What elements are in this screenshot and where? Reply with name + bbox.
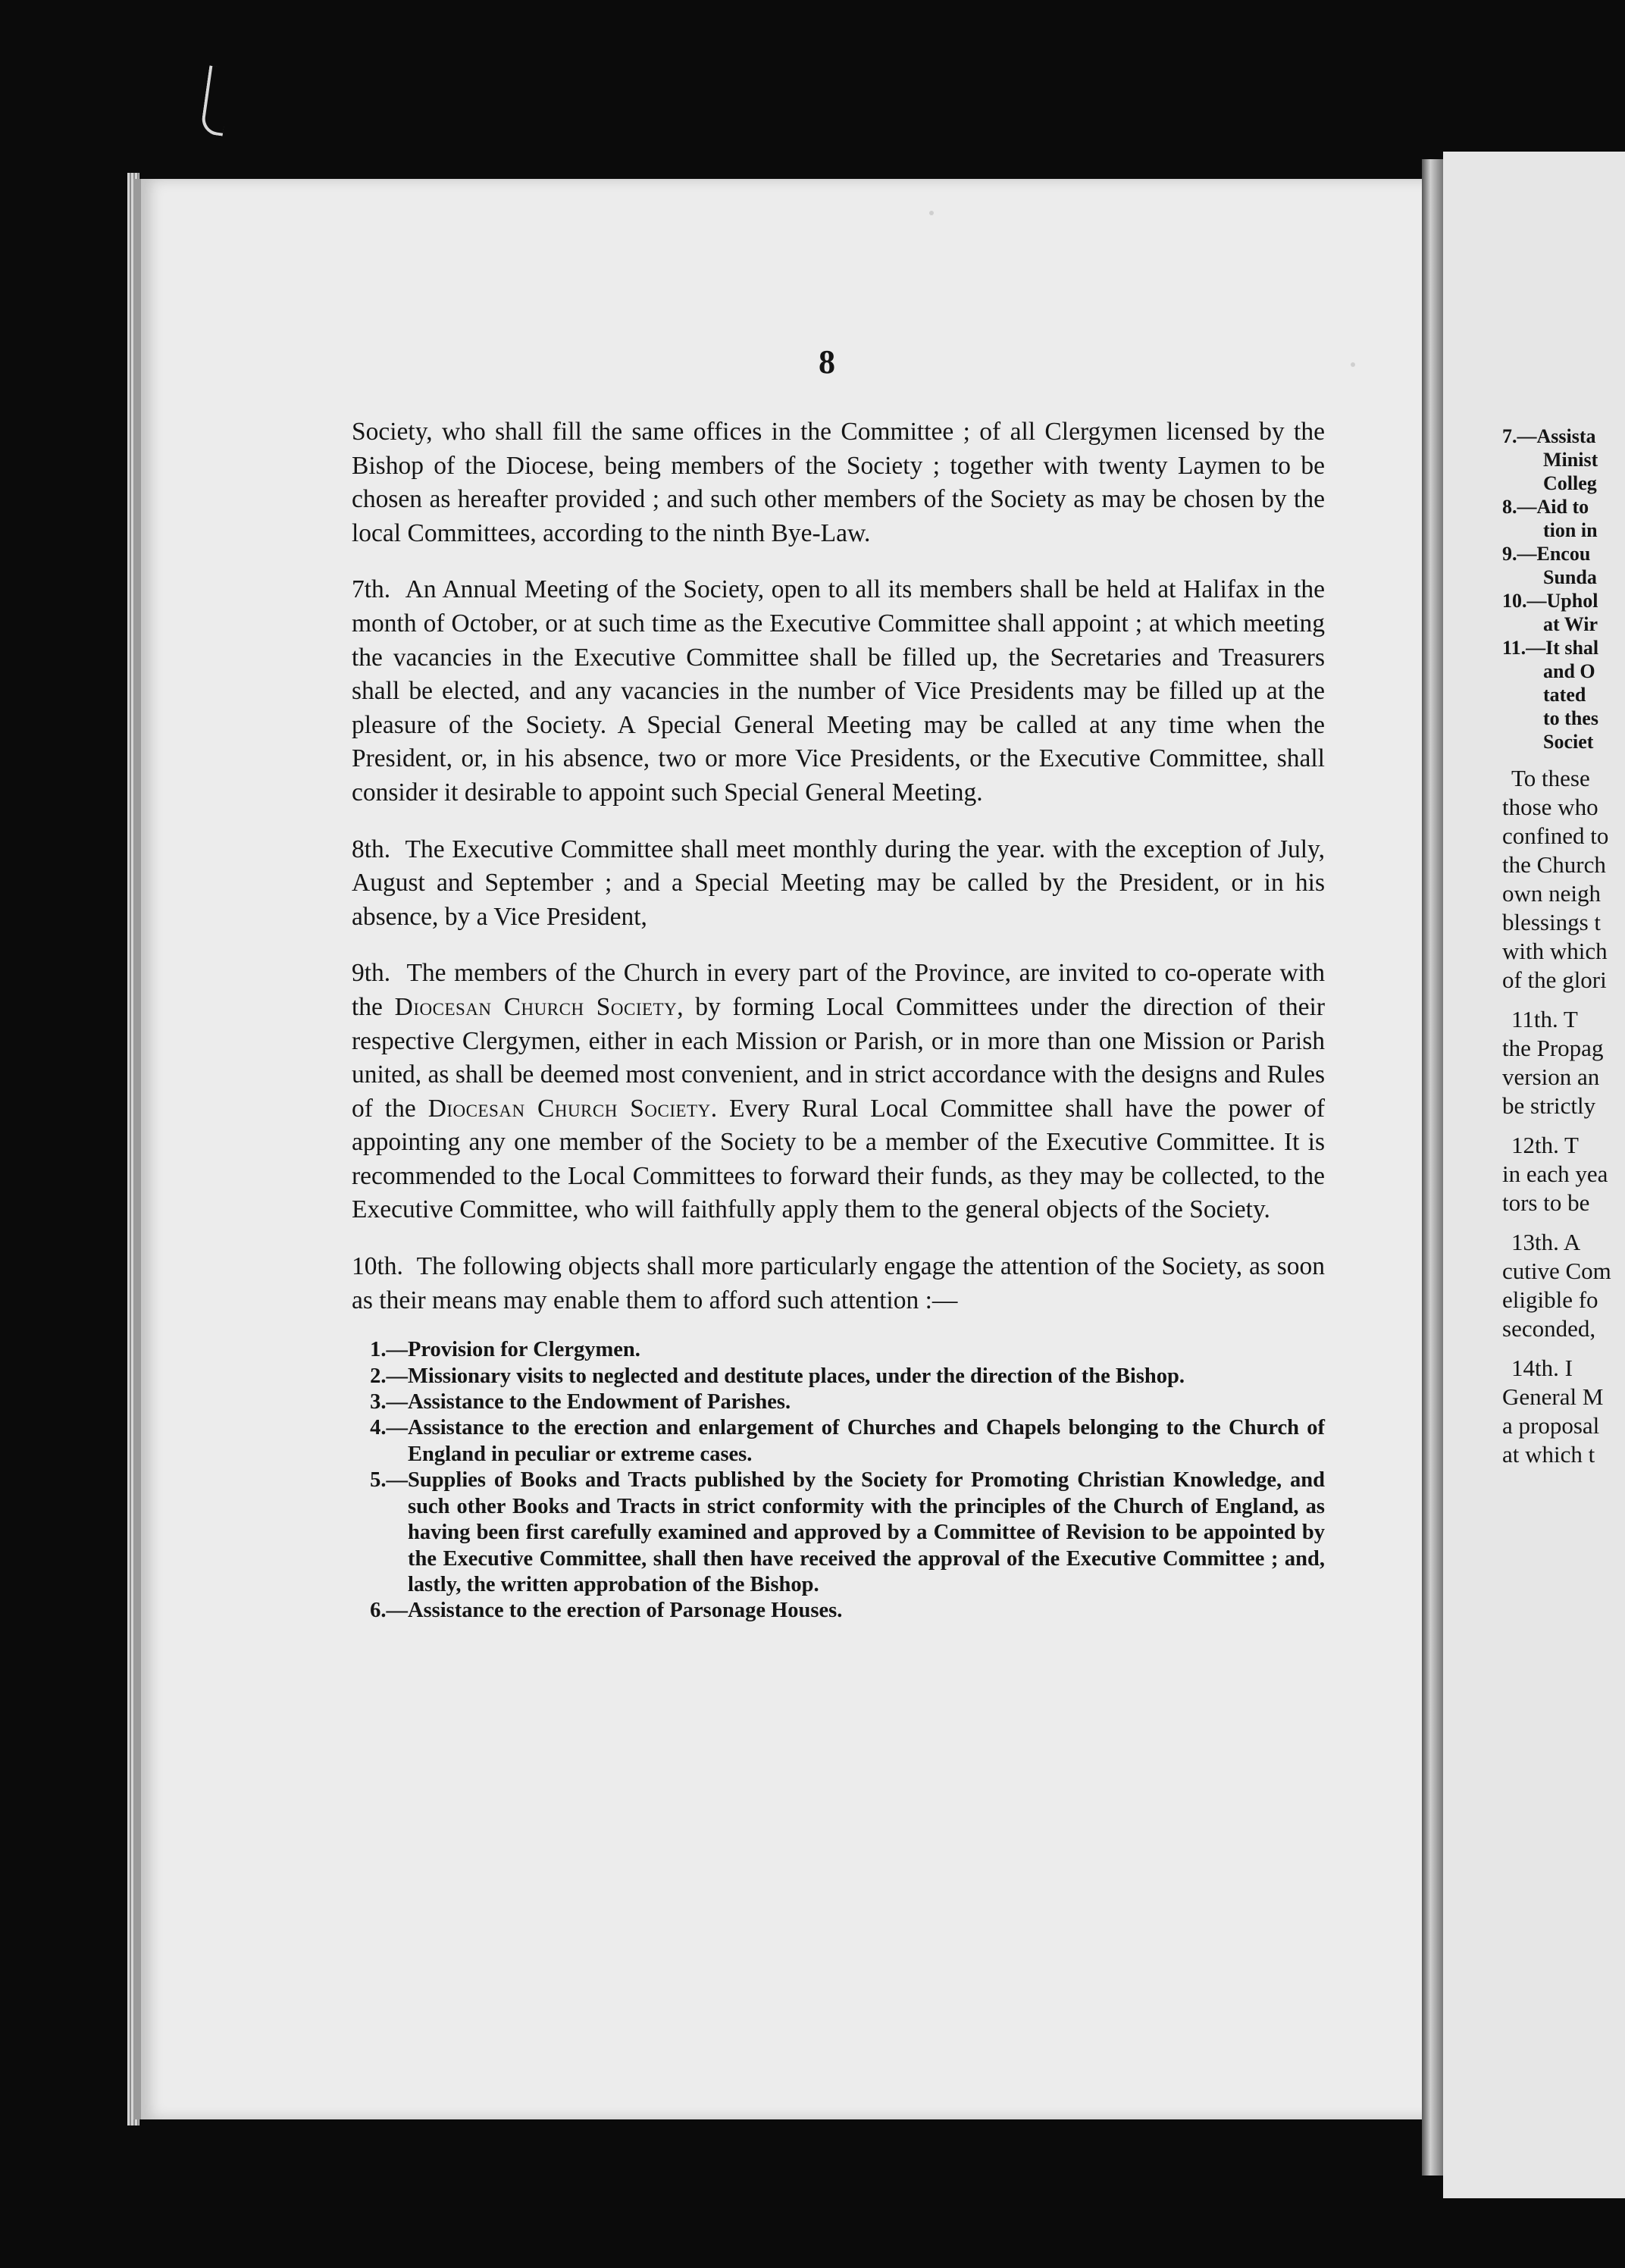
fragment-paragraph [1502, 764, 1625, 995]
paragraph-text: Society, who shall fill the same offices in the Committee ; of all Clergymen licensed by the Bishop of the Diocese, being members of the Society ; together with twenty Laymen to be chosen as hereafter provided ; and such other members of the Society as may be chosen by the local Committees, according to the ninth Bye-Law. [352, 418, 1325, 547]
fragment-line: with which [1502, 938, 1608, 964]
fragment-line: tors to be [1502, 1189, 1590, 1216]
list-item [352, 1468, 1325, 1598]
fragment-line: To these [1511, 765, 1590, 791]
fragment-line: 9.—Encou [1502, 543, 1591, 565]
list-item-text: Supplies of Books and Tracts published by the Society for Promoting Christian Knowledge, and such other Books and Tracts in strict conformity with the principles of the Church of England, as having been first carefully examined and approved by a Committee of Revision to be appointed by the Executive Committee, shall then have received the approval of the Executive Committee ; and, lastly, the written approbation of the Bishop. [408, 1468, 1325, 1596]
paragraph-text: The following objects shall more particularly engage the attention of the Society, as soon as their means may enable them to afford such attention :— [352, 1252, 1326, 1314]
fragment-paragraph [1502, 1131, 1625, 1217]
society-name: Diocesan Church Society [427, 1094, 711, 1123]
list-item-number: 1. — [370, 1337, 408, 1363]
fragment-line: to thes [1543, 707, 1598, 729]
fragment-line: 14th. I [1511, 1355, 1573, 1381]
fragment-line: General M [1502, 1383, 1604, 1410]
fragment-line: and O [1543, 660, 1595, 682]
list-item-number: 4. — [370, 1415, 408, 1441]
fragment-line: 12th. T [1511, 1132, 1579, 1158]
objects-list [352, 1337, 1325, 1624]
fragment-line: Minist [1543, 449, 1598, 471]
paragraph-10th [352, 1250, 1325, 1317]
print-speck [1351, 362, 1355, 367]
fragment-line: be strictly [1502, 1092, 1596, 1119]
fragment-line: in each yea [1502, 1161, 1608, 1187]
paragraph-lead: 9th. [352, 959, 391, 988]
fragment-line: confined to [1502, 822, 1609, 849]
right-page-fragments [1502, 424, 1625, 1469]
fragment-line: 11th. T [1511, 1006, 1578, 1032]
list-item-number: 2. — [370, 1364, 408, 1389]
society-name: Diocesan Church Society [394, 992, 678, 1021]
fragment-paragraph [1502, 1005, 1625, 1120]
fragment-line: seconded, [1502, 1315, 1596, 1342]
list-item [352, 1337, 1325, 1363]
paragraph-9th [352, 957, 1325, 1227]
paragraph-text: The members of the Church in every part of the Province, are invited to co-operate with the [352, 959, 1326, 1021]
margin-mark [200, 65, 232, 136]
paragraph-continued [352, 415, 1325, 550]
paragraph-text: The Executive Committee shall meet monthly during the year. with the exception of July, August and September ; and a Special Meeting may be called by the President, or in his absence, by a Vice President, [352, 835, 1325, 931]
fragment-line: cutive Com [1502, 1258, 1611, 1284]
fragment-line: Societ [1543, 731, 1594, 753]
fragment-line: 8.—Aid to [1502, 496, 1589, 518]
paragraph-text: . Every Rural Local Committee shall have the power of appointing any one member of the Society to be a member of the Executive Committee. It is recommended to the Local Committees to forward their funds, as they may be collected, to the Executive Committee, who will faithfully apply them to the general objects of the Society. [352, 1094, 1326, 1224]
list-item [352, 1598, 1325, 1624]
fragment-line: a proposal [1502, 1412, 1600, 1439]
list-item-number: 3. — [370, 1389, 408, 1415]
fragment-line: tated [1543, 684, 1586, 706]
list-item [352, 1364, 1325, 1389]
paragraph-lead: 8th. [352, 835, 391, 863]
fragment-line: 10.—Uphol [1502, 590, 1598, 612]
fragment-line: tion in [1543, 519, 1598, 541]
fragment-line: of the glori [1502, 966, 1607, 993]
paragraph-7th [352, 573, 1325, 810]
book-spine [1422, 159, 1443, 2176]
list-item-number: 5. — [370, 1468, 408, 1493]
fragment-line: version an [1502, 1064, 1600, 1090]
fragment-line: blessings t [1502, 909, 1602, 935]
fragment-line: own neigh [1502, 880, 1602, 907]
paragraph-8th [352, 833, 1325, 935]
fragment-line: the Church [1502, 851, 1606, 878]
list-item-text: Missionary visits to neglected and destitute places, under the direction of the Bishop. [408, 1364, 1185, 1388]
paragraph-lead: 10th. [352, 1252, 403, 1281]
list-item-number: 6. — [370, 1598, 408, 1624]
list-item [352, 1415, 1325, 1468]
fragment-paragraph [1502, 1354, 1625, 1469]
paragraph-text: An Annual Meeting of the Society, open to all its members shall be held at Halifax in the month of October, or at such time as the Executive Committee shall appoint ; at which meeting the vacancies in the Executive Committee shall be filled up, the Secretaries and Treasurers shall be elected, and any vacancies in the number of Vice Presidents may be filled up at the pleasure of the Society. A Special General Meeting may be called at any time when the President, or, in his absence, two or more Vice Presidents, or the Executive Committee, shall consider it desirable to appoint such Special General Meeting. [352, 575, 1325, 807]
paragraph-text: , by forming Local Committees under the direction of their respective Clergymen, either in each Mission or Parish, or in more than one Mission or Parish united, as shall be deemed most convenient, and in strict accordance with the designs and Rules of the [352, 992, 1325, 1123]
page-number: 8 [819, 343, 835, 381]
bye-laws-text [352, 415, 1325, 1624]
fragment-line: at which t [1502, 1441, 1595, 1468]
list-item-text: Assistance to the erection of Parsonage Houses. [408, 1599, 843, 1623]
fragment-line: those who [1502, 794, 1598, 820]
paragraph-lead: 7th. [352, 575, 391, 604]
list-item-text: Assistance to the Endowment of Parishes. [408, 1390, 791, 1414]
fragment-line: the Propag [1502, 1035, 1604, 1061]
list-item [352, 1389, 1325, 1415]
fragment-line: Sunda [1543, 566, 1597, 588]
fragment-paragraph [1502, 1228, 1625, 1343]
fragment-line: 7.—Assista [1502, 425, 1596, 447]
fragment-line: 11.—It shal [1502, 637, 1599, 659]
fragment-line: eligible fo [1502, 1286, 1598, 1313]
list-item-text: Provision for Clergymen. [408, 1338, 640, 1362]
fragment-line: Colleg [1543, 472, 1597, 494]
list-item-text: Assistance to the erection and enlargement of Churches and Chapels belonging to the Church of England in peculiar or extreme cases. [408, 1416, 1325, 1466]
fragment-line: at Wir [1543, 613, 1598, 635]
print-speck [929, 211, 934, 215]
fragment-line: 13th. A [1511, 1229, 1581, 1255]
